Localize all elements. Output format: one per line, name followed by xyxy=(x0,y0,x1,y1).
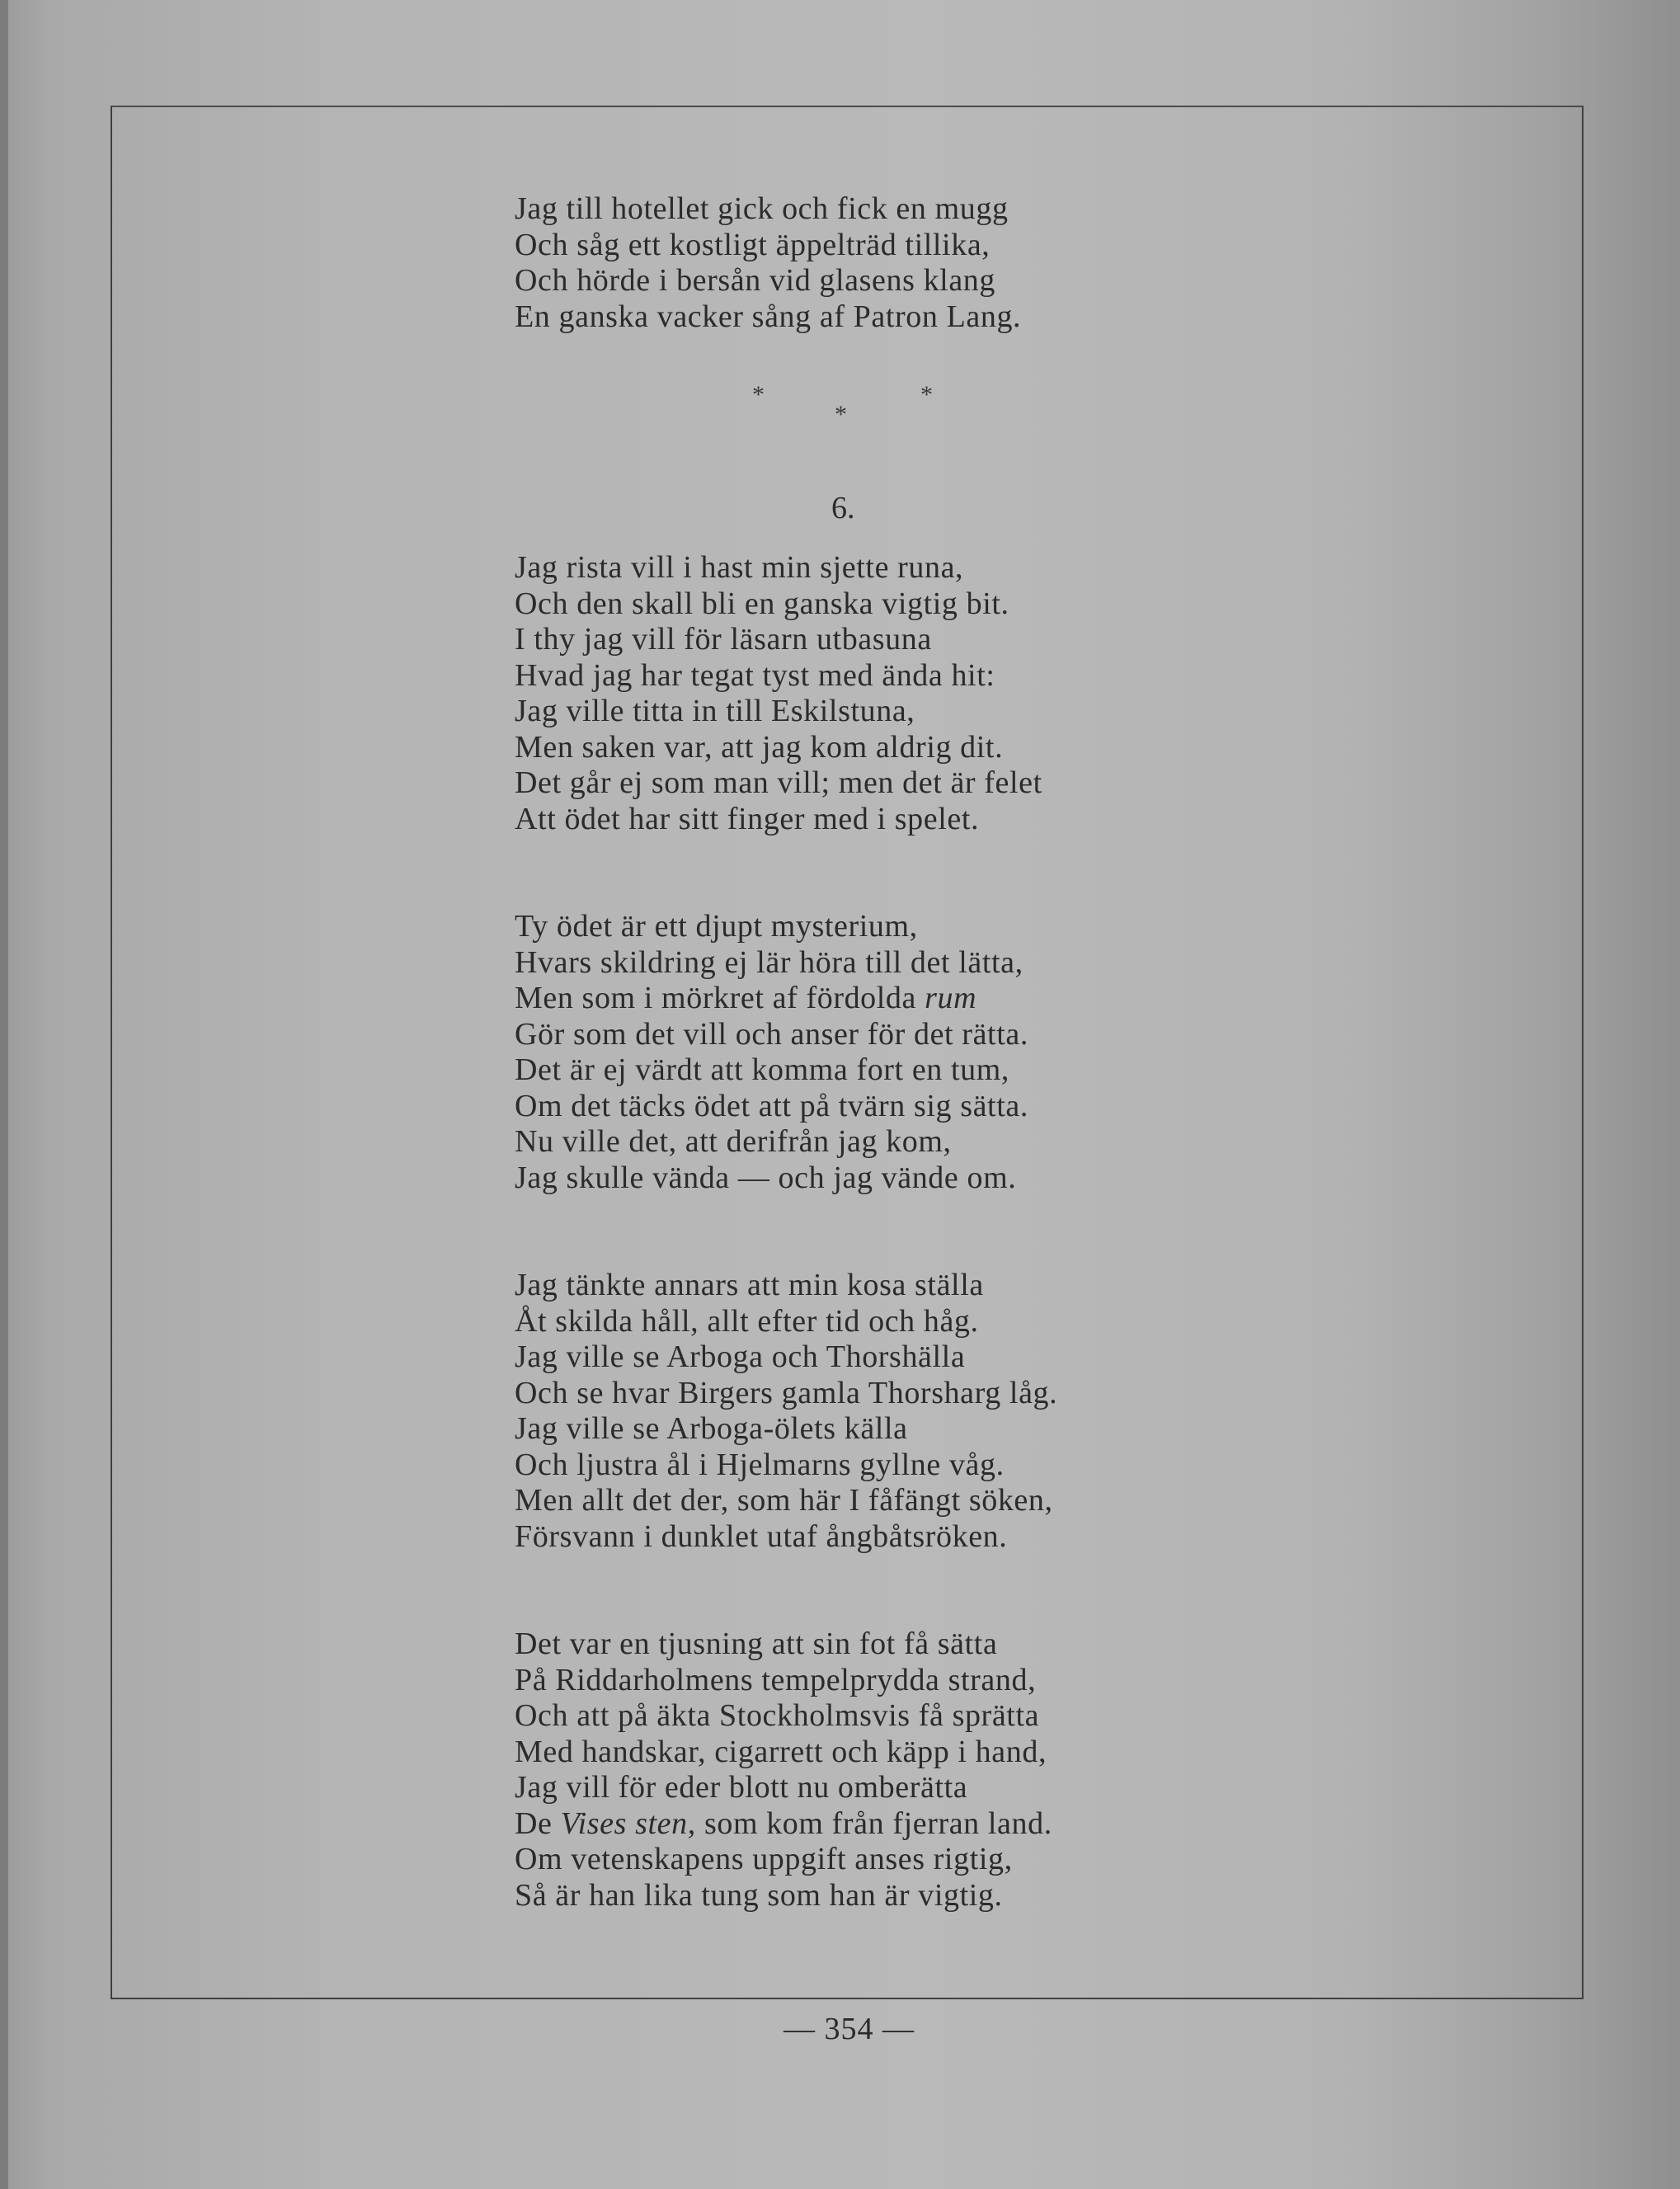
poem-text xyxy=(515,191,1174,1914)
verse-line: Nu ville det, att derifrån jag kom, xyxy=(515,1124,952,1159)
verse-line: Med handskar, cigarrett och käpp i hand, xyxy=(515,1734,1047,1769)
page-number: — 354 — xyxy=(784,2012,915,2046)
verse-line-text: som kom från fjerran land. xyxy=(704,1805,1052,1841)
ornament-star-right: * xyxy=(920,381,933,408)
verse-line: Och ljustra ål i Hjelmarns gyllne våg. xyxy=(515,1447,1005,1482)
stanza-5 xyxy=(515,1626,1174,1914)
verse-line: Ty ödet är ett djupt mysterium, xyxy=(515,909,918,944)
stanza-4 xyxy=(515,1268,1174,1555)
verse-line: Hvad jag har tegat tyst med ända hit: xyxy=(515,657,995,693)
verse-line xyxy=(515,1806,1174,1843)
verse-line: Det var en tjusning att sin fot få sätta xyxy=(515,1626,998,1661)
stanza-3 xyxy=(515,909,1174,1196)
verse-line: Försvann i dunklet utaf ångbåtsröken. xyxy=(515,1518,1008,1554)
verse-line: Jag ville se Arboga-ölets källa xyxy=(515,1411,908,1446)
verse-line: Jag skulle vända — och jag vände om. xyxy=(515,1160,1017,1195)
scan-edge xyxy=(0,0,8,2189)
verse-line-text: Men som i mörkret af fördolda xyxy=(515,981,917,1015)
verse-line: Om vetenskapens uppgift anses rigtig, xyxy=(515,1842,1013,1876)
section-number: 6. xyxy=(831,491,855,525)
verse-line: Att ödet har sitt finger med i spelet. xyxy=(515,801,980,836)
verse-line: Om det täcks ödet att på tvärn sig sätta. xyxy=(515,1088,1028,1123)
verse-line: Det är ej värdt att komma fort en tum, xyxy=(515,1052,1009,1087)
verse-line-text: De xyxy=(515,1805,553,1841)
verse-line: Det går ej som man vill; men det är felet xyxy=(515,765,1042,800)
verse-line: Och den skall bli en ganska vigtig bit. xyxy=(515,586,1009,621)
ornament-star-left: * xyxy=(752,381,765,408)
verse-line: På Riddarholmens tempelprydda strand, xyxy=(515,1662,1037,1697)
verse-line: Hvars skildring ej lär höra till det lätta, xyxy=(515,944,1024,980)
verse-line: Och att på äkta Stockholmsvis få sprätta xyxy=(515,1698,1040,1733)
verse-line: Och se hvar Birgers gamla Thorsharg låg. xyxy=(515,1375,1058,1410)
verse-line: Jag ville titta in till Eskilstuna, xyxy=(515,694,915,728)
verse-line: Jag rista vill i hast min sjette runa, xyxy=(515,550,964,585)
verse-line: Åt skilda håll, allt efter tid och håg. xyxy=(515,1303,979,1339)
verse-line: Jag till hotellet gick och fick en mugg xyxy=(515,191,1009,226)
stanza-1 xyxy=(515,191,1174,335)
verse-line: Jag tänkte annars att min kosa ställa xyxy=(515,1268,984,1302)
verse-line: Och hörde i bersån vid glasens klang xyxy=(515,263,996,298)
verse-line: Gör som det vill och anser för det rätta. xyxy=(515,1016,1028,1052)
verse-line: Men saken var, att jag kom aldrig dit. xyxy=(515,729,1004,765)
verse-line xyxy=(515,981,1174,1017)
verse-line: I thy jag vill för läsarn utbasuna xyxy=(515,622,932,657)
ornament-star-middle: * xyxy=(835,401,847,428)
verse-line: En ganska vacker sång af Patron Lang. xyxy=(515,299,1022,334)
verse-line: Men allt det der, som här I fåfängt söken, xyxy=(515,1483,1053,1518)
stanza-2 xyxy=(515,550,1174,837)
italic-word: rum xyxy=(925,981,977,1015)
verse-line: Jag ville se Arboga och Thorshälla xyxy=(515,1339,966,1374)
verse-line: Och såg ett kostligt äppelträd tillika, xyxy=(515,227,991,262)
verse-line: Så är han lika tung som han är vigtig. xyxy=(515,1877,1003,1913)
italic-title: Vises sten, xyxy=(560,1805,696,1841)
verse-line: Jag vill för eder blott nu omberätta xyxy=(515,1770,968,1805)
